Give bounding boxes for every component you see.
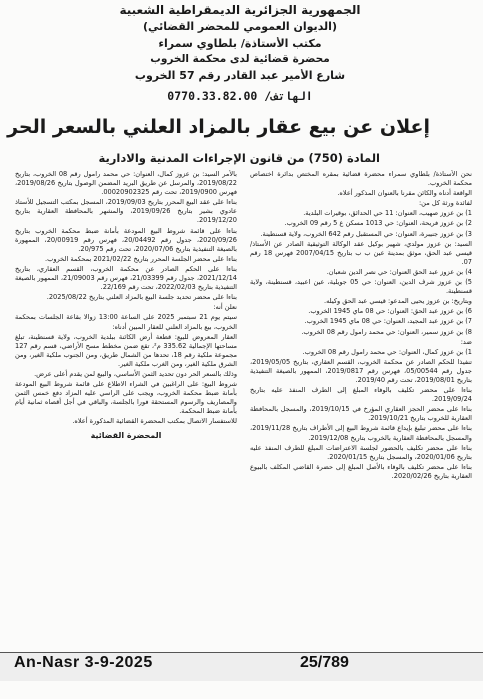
paragraph: بناءا على عقد البيع المحرر بتاريخ 2019/09/03، المسجل بمكتب التسجيل للأستاذ عادوي بشير بتاريخ 2019/09/26، والمشهر بالمحافظة العقارية بتاريخ 2019/12/20.	[15, 198, 237, 225]
paragraph: العقار المعروض للبيع: قطعة أرض الكائنة ببلدية الخروب، ولاية قسنطينة، تبلغ مساحتها الإجمالية 335.62 م²، تقع ضمن مخطط مسح الأراضي، قسم رقم 127 مجموعة ملكية رقم 18، تحدها من الشمال طريق، ومن الجنوب ملكية الغير، ومن الشرق ملكية الغير، ومن الغرب ملكية الغير.	[15, 332, 237, 368]
notice-reference-number: 25/789	[300, 654, 349, 671]
left-text-column	[15, 170, 237, 640]
paragraph: تنفيذا للحكم الصادر عن محكمة الخروب، القسم العقاري، بتاريخ 2019/05/05، جدول رقم 05/00544، فهرس رقم 2019/0817، الممهور بالصيغة التنفيذية بتاريخ 2019/08/01، تحت رقم 2019/40.	[250, 357, 472, 384]
header-bailiff-name: مكتب الأستاذة/ بلطاوي سمراء	[158, 37, 322, 50]
paragraph: للاستفسار الاتصال بمكتب المحضرة القضائية المذكورة أعلاه.	[72, 417, 237, 426]
paragraph: نحن الأستاذة/ بلطاوي سمراء محضرة قضائية بمقره المختص بدائرة اختصاص محكمة الخروب.	[250, 170, 472, 188]
paragraph: السيد: بن عزوز مولدي، شهير بوكيل عقد الوكالة التوثيقية الصادر عن الأستاذ/ قيسي عبد الحق، موثق بمدينة عين ب ب بتاريخ 2007/04/15 فهرس 18 رقم 07.	[250, 239, 472, 266]
paragraph: بناءا على قائمة شروط البيع المودعة بأمانة ضبط محكمة الخروب بتاريخ 2020/09/26، جدول رقم 20/04492، فهرس رقم 20/00919، الممهورة بالصيغة التنفيذية بتاريخ 2020/07/06، تحت رقم 20/975.	[15, 226, 237, 253]
paragraph: 6) بن عزوز عبد الحق: العنوان: حي 08 ماي 1945 الخروب.	[308, 307, 472, 316]
paragraph: 3) بن عزوز جنيبرة، العنوان: حي المستقبل رقم 642 الخروب، ولاية قسنطينة.	[260, 229, 472, 238]
paragraph: لفائدة ورثة كل من:	[418, 199, 472, 208]
paragraph: 4) بن عزوز عبد الحق العنوان: حي نصر الدين شعبان.	[326, 267, 472, 276]
paragraph: 5) بن عزوز شرف الدين، العنوان: حي 05 جويلية، عين اعبيد، قسنطينة، ولاية قسنطينة.	[250, 278, 472, 296]
paragraph: بناءا على محضر تكليف بالحضور لجلسة الاعتراضات المبلغ للطرف المنفذ عليه بتاريخ 2020/01/06، والمسجل بتاريخ 2020/01/15.	[250, 443, 472, 461]
paragraph: 2) بن عزوز فريحة، العنوان: حي 1013 مسكن ع 5 رقم 09 الخروب.	[284, 219, 472, 228]
paragraph: بناءا على محضر تكليف بالوفاء بالأصل المبلغ إلى حضرة القاضي المكلف بالبيوع العقارية بتاريخ 2020/02/26.	[250, 462, 472, 480]
paragraph: 8) بن عزوز سمير، العنوان: حي محمد رامول رقم 08 الخروب.	[301, 327, 472, 336]
bailiff-signature: المحضرة القضائية	[90, 430, 162, 440]
paragraph: بناءا على محضر الحجز العقاري المؤرخ في 2019/10/15، والمسجل بالمحافظة العقارية للخروب بتاريخ 2019/10/21.	[250, 405, 472, 423]
header-court: محضرة قضائية لدى محكمة الخروب	[150, 53, 330, 65]
paragraph: ضد:	[460, 337, 472, 346]
paragraph: بناءا على محضر تكليف بالوفاء المبلغ إلى الطرف المنفذ عليه بتاريخ 2019/09/24.	[250, 386, 472, 404]
paragraph: بالأمر السيد: بن عزوز كمال، العنوان: حي محمد رامول رقم 08 الخروب، بتاريخ 2019/08/22، والمرسل عن طريق البريد المضمن الوصول بتاريخ 2019/08/26، فهرس 2019/0900، تحت رقم 00020902325.	[15, 170, 237, 197]
header-office-line: (الديوان العمومي للمحضر القضائي)	[143, 20, 337, 33]
paragraph: بناءا على الحكم الصادر عن محكمة الخروب، القسم العقاري، بتاريخ 2021/12/14، جدول رقم 21/03399، فهرس رقم 21/09003، الممهور بالصيغة التنفيذية بتاريخ 2022/02/03، تحت رقم 22/169.	[15, 264, 237, 292]
paragraph: الواقعة أدناه والكائن مقرنا بالعنوان المذكور أعلاه.	[337, 189, 472, 198]
right-text-column	[250, 170, 472, 640]
paragraph: نعلن أنه:	[213, 303, 237, 312]
paragraph: بناءا على محضر الجلسة المحرر بتاريخ 2021/02/22 بمحكمة الخروب.	[45, 254, 237, 263]
notice-title: إعلان عن بيع عقار بالمزاد العلني بالسعر الحر	[7, 116, 430, 138]
paragraph: بناءا على محضر تبليغ بإيداع قائمة شروط البيع إلى الأطراف بتاريخ 2019/11/28، والمسجل بالمحافظة العقارية بالخروب بتاريخ 2019/12/08.	[250, 424, 472, 442]
paragraph: 7) بن عزوز عبد المجيد، العنوان: حي 08 ماي 1945 الخروب.	[304, 317, 472, 326]
paragraph: شروط البيع: على الراغبين في الشراء الاطلاع على قائمة شروط البيع المودعة بأمانة ضبط محكمة الخروب، ويجب على الراسي عليه المزاد دفع خمس الثمن والمصاريف والرسوم المستحقة فورا بالجلسة، والباقي في أجل أقصاه ثمانية أيام بأمانة ضبط المحكمة.	[15, 380, 237, 416]
paragraph: 1) بن عزوز كمال، العنوان: حي محمد رامول رقم 08 الخروب.	[302, 347, 472, 356]
paragraph: سيتم يوم 21 سبتمبر 2025 على الساعة 13:00 زوالا بقاعة الجلسات بمحكمة الخروب، بيع بالمزاد العلني للعقار المبين أدناه:	[15, 313, 237, 331]
newspaper-date: An-Nasr 3-9-2025	[14, 654, 153, 671]
notice-subtitle: المادة (750) من قانون الإجراءات المدنية والادارية	[98, 151, 380, 165]
header-phone: الهاتف/ 0770.33.82.00	[167, 89, 313, 103]
paragraph: وبتاريخ: بن عزوز يحيى المدعو: قيسي عبد الحق وكيله.	[324, 297, 472, 306]
paragraph: وذلك بالسعر الحر دون تحديد الثمن الأساسي، والبيع لمن يقدم أعلى عرض.	[34, 369, 237, 378]
header-republic-line: الجمهورية الجزائرية الديمقراطية الشعبية	[119, 3, 361, 17]
header-address: شارع الأمير عبد القادر رقم 57 الخروب	[134, 69, 346, 82]
paragraph: 1) بن عزوز صهيب، العنوان: 11 حي الحدائق، بوقيرات البلدية.	[303, 209, 472, 218]
paragraph: بناءا على محضر تحديد جلسة البيع بالمزاد العلني بتاريخ 2025/08/22.	[46, 293, 237, 302]
